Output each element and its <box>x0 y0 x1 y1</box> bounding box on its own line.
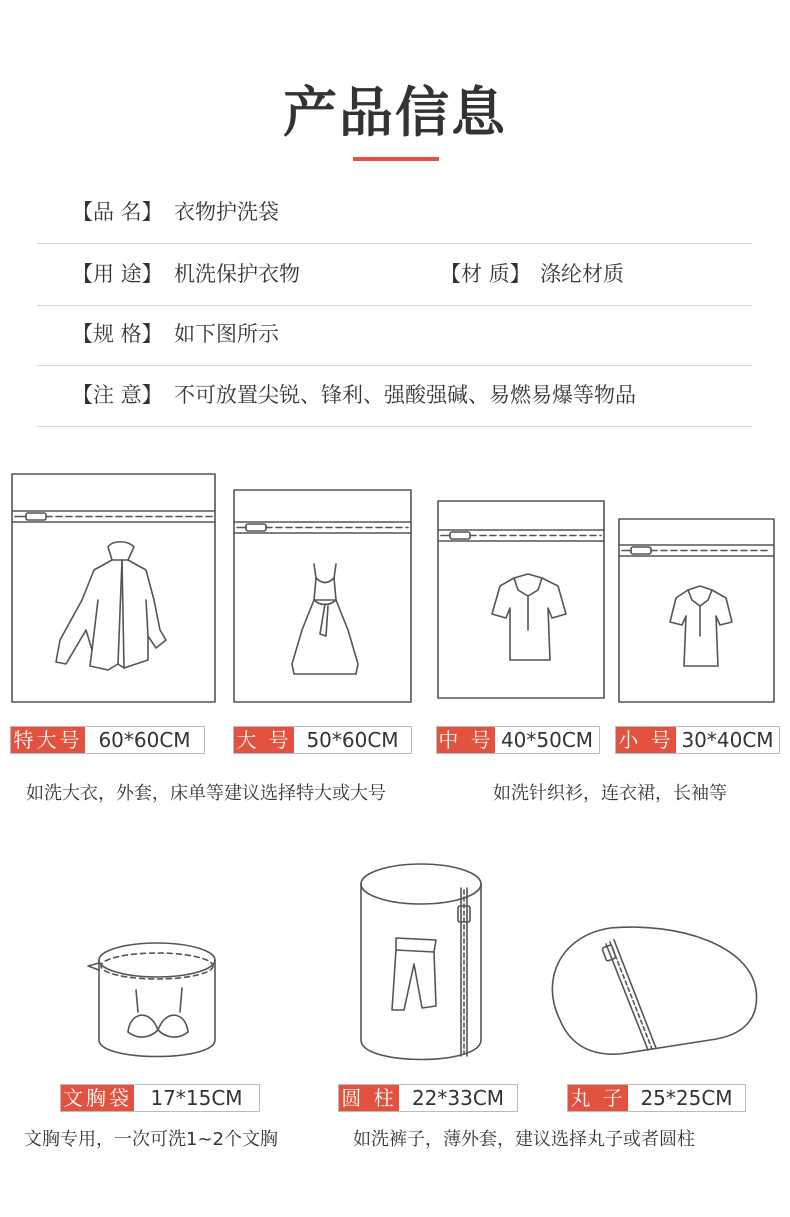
name-value: 衣物护洗袋 <box>174 200 279 224</box>
bag-extra-large-icon <box>12 474 215 702</box>
bag-large-icon <box>234 490 411 702</box>
size-dim: 50*60CM <box>306 728 399 752</box>
pants-icon <box>392 938 436 1010</box>
size-dim: 17*15CM <box>150 1086 243 1110</box>
size-dim: 25*25CM <box>640 1086 733 1110</box>
spec-label: 【规 格】 <box>72 322 163 346</box>
bra-icon <box>128 988 188 1037</box>
use-label: 【用 途】 <box>72 262 163 286</box>
spec-value: 如下图所示 <box>174 322 279 346</box>
size-name: 丸 子 <box>568 1085 628 1111</box>
bag-medium-icon <box>438 501 604 698</box>
size-name: 圆 柱 <box>339 1085 399 1111</box>
size-name: 文胸袋 <box>63 1086 132 1110</box>
size-tag-dome <box>567 1084 746 1112</box>
description-small-bags: 如洗针织衫，连衣裙，长袖等 <box>493 783 727 804</box>
size-tag-large <box>233 726 412 754</box>
note-value: 不可放置尖锐、锋利、强酸强碱、易燃易爆等物品 <box>174 383 636 407</box>
jacket-icon <box>56 542 166 670</box>
material-value: 涤纶材质 <box>540 262 624 286</box>
size-name: 中 号 <box>438 728 494 752</box>
size-name: 小 号 <box>616 727 676 753</box>
dress-icon <box>292 564 358 674</box>
size-tag-extra-large <box>10 726 205 754</box>
page-title: 产品信息 <box>283 81 507 144</box>
shirt-small-icon <box>670 586 732 666</box>
bag-small-icon <box>619 519 774 702</box>
size-dim: 22*33CM <box>411 1086 505 1110</box>
material-label: 【材 质】 <box>440 262 531 286</box>
bra-bag-icon <box>88 943 215 1057</box>
size-dim: 60*60CM <box>98 728 191 752</box>
description-cylinder-dome: 如洗裤子，薄外套，建议选择丸子或者圆柱 <box>353 1129 695 1150</box>
name-label: 【品 名】 <box>72 200 163 224</box>
dome-bag-icon <box>552 927 756 1054</box>
cylinder-bag-icon <box>361 864 481 1060</box>
shirt-medium-icon <box>492 574 566 660</box>
size-name: 特大号 <box>11 727 85 753</box>
size-dim: 30*40CM <box>681 728 774 752</box>
size-tag-cylinder <box>338 1084 518 1112</box>
size-tag-bra-bag <box>60 1084 260 1112</box>
size-name: 大 号 <box>234 727 294 753</box>
size-dim: 40*50CM <box>500 728 594 752</box>
use-value: 机洗保护衣物 <box>174 262 300 286</box>
description-bra-bag: 文胸专用，一次可洗1~2个文胸 <box>24 1129 278 1150</box>
description-large-bags: 如洗大衣，外套，床单等建议选择特大或大号 <box>26 783 386 804</box>
note-label: 【注 意】 <box>72 383 163 407</box>
size-tag-small <box>615 726 780 754</box>
size-tag-medium <box>436 726 600 754</box>
